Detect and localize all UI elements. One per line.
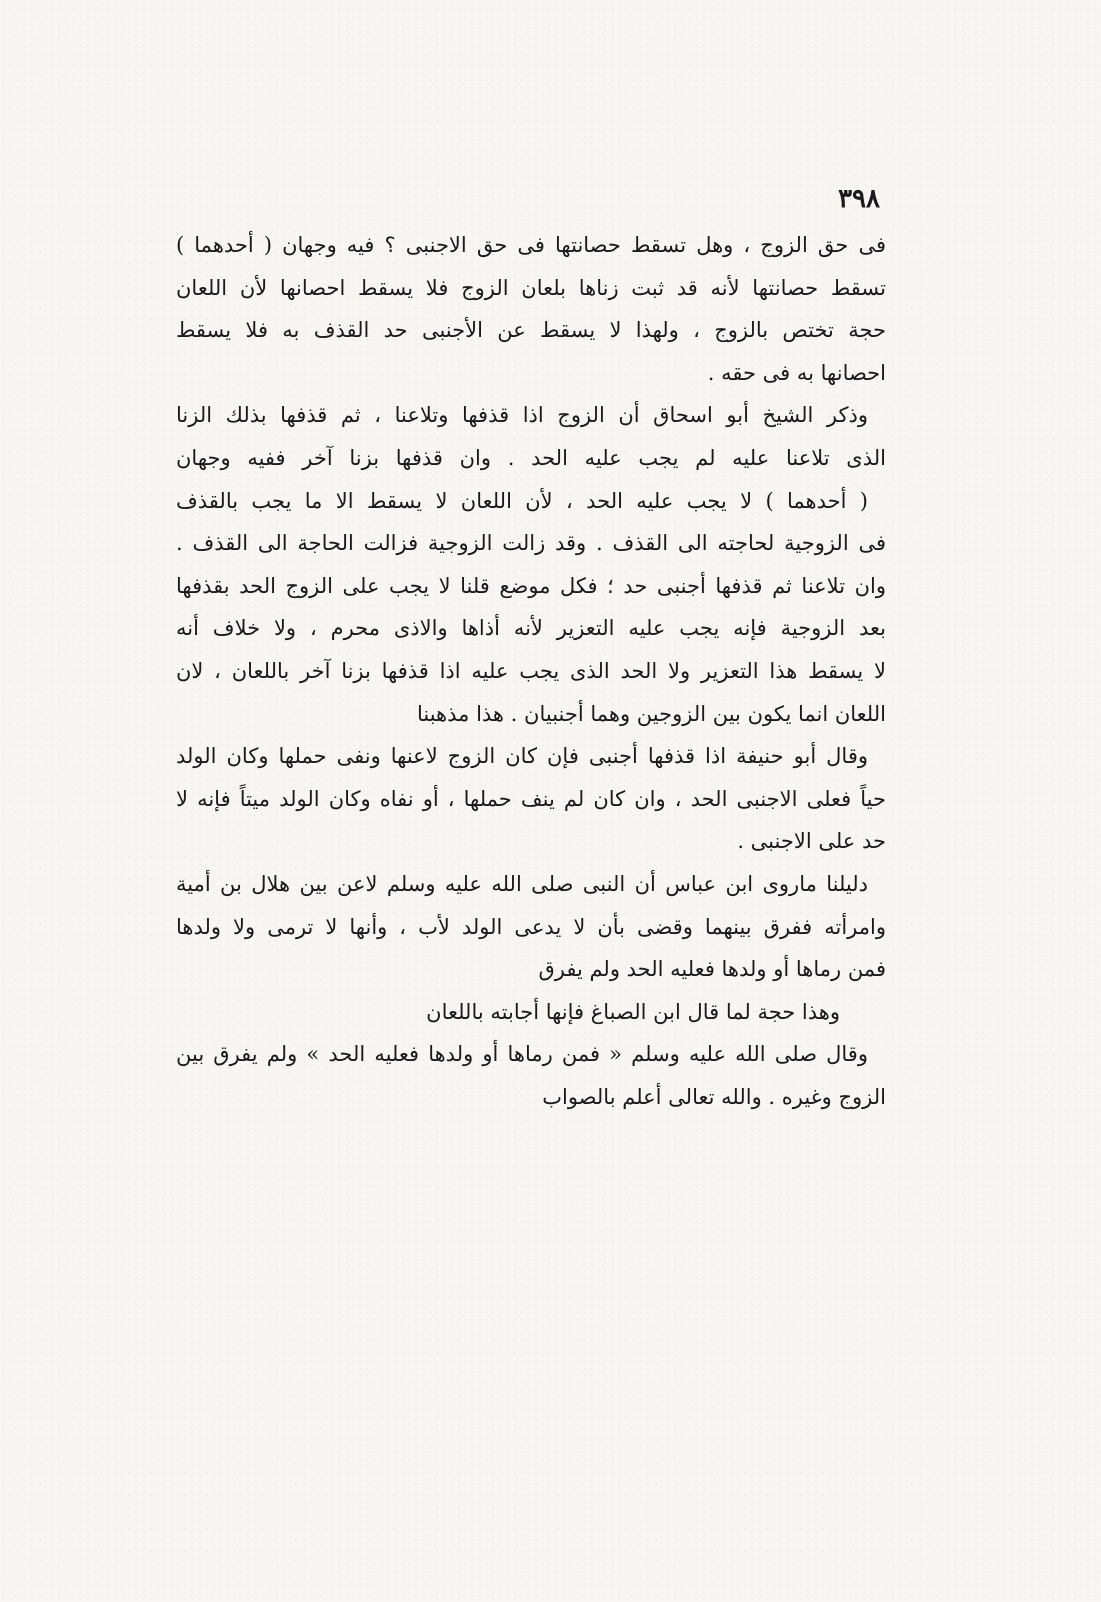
text-line: وقال صلى الله عليه وسلم « فمن رماها أو ولدها فعليه الحد » ولم يفرق بين [176, 1042, 868, 1067]
text-line: وقال أبو حنيفة اذا قذفها أجنبى فإن كان الزوج لاعنها ونفى حملها وكان الولد [176, 744, 868, 769]
text-line: الذى تلاعنا عليه لم يجب عليه الحد . وان قذفها بزنا آخر ففيه وجهان [176, 445, 886, 470]
text-line: فى الزوجية لحاجته الى القذف . وقد زالت الزوجية فزالت الحاجة الى القذف . [176, 531, 886, 556]
body-text [176, 224, 886, 1118]
text-line: فى حق الزوج ، وهل تسقط حصانتها فى حق الاجنبى ؟ فيه وجهان ( أحدهما ) [176, 233, 886, 257]
text-line: حجة تختص بالزوج ، ولهذا لا يسقط عن الأجنبى حد القذف به فلا يسقط [176, 318, 886, 343]
text-line: فمن رماها أو ولدها فعليه الحد ولم يفرق [538, 957, 886, 982]
text-line: اللعان انما يكون بين الزوجين وهما أجنبيان . هذا مذهبنا [416, 701, 886, 726]
text-line: وهذا حجة لما قال ابن الصباغ فإنها أجابته باللعان [426, 999, 840, 1024]
text-line: وان تلاعنا ثم قذفها أجنبى حد ؛ فكل موضع قلنا لا يجب على الزوج الحد بقذفها [176, 573, 886, 598]
page-number: ٣٩٨ [838, 184, 880, 214]
text-line: ( أحدهما ) لا يجب عليه الحد ، لأن اللعان لا يسقط الا ما يجب بالقذف [176, 488, 868, 513]
text-line: حياً فعلى الاجنبى الحد ، وان كان لم ينف حملها ، أو نفاه وكان الولد ميتاً فإنه لا [176, 786, 886, 811]
text-line: لا يسقط هذا التعزير ولا الحد الذى يجب عليه اذا قذفها بزنا آخر باللعان ، لان [176, 658, 886, 683]
text-line: الزوج وغيره . والله تعالى أعلم بالصواب [542, 1084, 886, 1109]
text-line: تسقط حصانتها لأنه قد ثبت زناها بلعان الزوج فلا يسقط احصانها لأن اللعان [176, 275, 886, 300]
text-line: احصانها به فى حقه . [707, 360, 886, 385]
text-line: وذكر الشيخ أبو اسحاق أن الزوج اذا قذفها وتلاعنا ، ثم قذفها بذلك الزنا [176, 403, 868, 428]
text-line: حد على الاجنبى . [737, 829, 886, 854]
text-line: وامرأته ففرق بينهما وقضى بأن لا يدعى الولد لأب ، وأنها لا ترمى ولا ولدها [176, 914, 886, 939]
text-line: بعد الزوجية فإنه يجب عليه التعزير لأنه أذاها والاذى محرم ، ولا خلاف أنه [176, 616, 886, 641]
text-line: دليلنا ماروى ابن عباس أن النبى صلى الله عليه وسلم لاعن بين هلال بن أمية [176, 871, 868, 896]
